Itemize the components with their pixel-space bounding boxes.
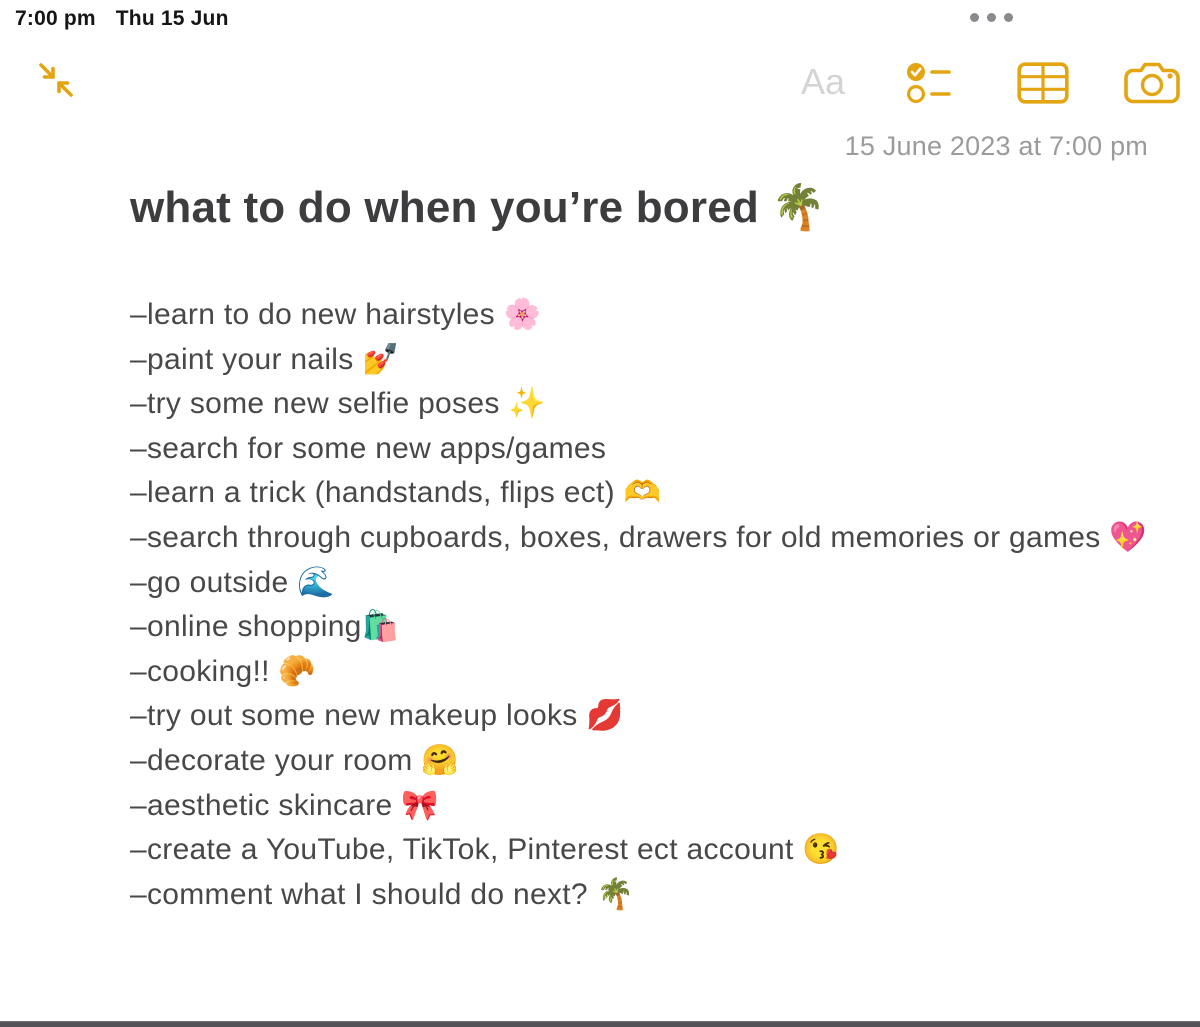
kiss-mark-emoji: 💋 — [586, 699, 624, 733]
note-line[interactable] — [130, 338, 1180, 383]
note-line[interactable] — [130, 516, 1180, 561]
line-text: –search through cupboards, boxes, drawers for old memories or games — [130, 520, 1110, 554]
line-text: –go outside — [130, 565, 298, 599]
window-controls-dots[interactable] — [970, 13, 1013, 22]
line-text: –aesthetic skincare — [130, 788, 402, 822]
note-line[interactable] — [130, 784, 1180, 829]
note-line[interactable] — [130, 293, 1180, 338]
table-icon — [1017, 62, 1069, 104]
palm-tree-emoji: 🌴 — [596, 877, 635, 911]
note-line[interactable] — [130, 427, 1180, 472]
status-time: 7:00 pm — [15, 7, 96, 30]
line-text: –comment what I should do next? — [130, 877, 597, 911]
line-text: –online shopping — [130, 610, 362, 644]
note-line[interactable] — [130, 561, 1180, 606]
dot-icon — [1004, 13, 1013, 22]
note-line[interactable] — [130, 873, 1180, 918]
note-line[interactable] — [130, 605, 1180, 650]
line-text: –cooking!! — [130, 654, 279, 688]
note-body[interactable] — [130, 293, 1180, 917]
note-line[interactable] — [130, 382, 1180, 427]
nail-polish-emoji: 💅 — [362, 342, 400, 376]
water-wave-emoji: 🌊 — [297, 565, 335, 599]
line-text: –paint your nails — [130, 342, 363, 376]
note-line[interactable] — [130, 739, 1180, 784]
line-text: –create a YouTube, TikTok, Pinterest ect account — [130, 833, 803, 867]
note-title-text: what to do when you’re bored — [130, 183, 772, 232]
note-title[interactable] — [130, 180, 826, 236]
line-text: –learn a trick (handstands, flips ect) — [130, 476, 624, 510]
camera-icon — [1124, 60, 1180, 104]
line-text: –decorate your room — [130, 743, 422, 777]
status-date: Thu 15 Jun — [115, 7, 229, 30]
note-line[interactable] — [130, 828, 1180, 873]
cherry-blossom-emoji: 🌸 — [503, 298, 542, 331]
line-text: –try out some new makeup looks — [130, 699, 587, 733]
note-timestamp: 15 June 2023 at 7:00 pm — [844, 131, 1148, 161]
hugging-face-emoji: 🤗 — [421, 743, 459, 777]
palm-tree-emoji: 🌴 — [771, 183, 827, 232]
note-line[interactable] — [130, 694, 1180, 739]
ribbon-emoji: 🎀 — [401, 788, 439, 822]
checklist-button[interactable] — [905, 60, 961, 106]
shopping-bags-emoji: 🛍️ — [361, 610, 400, 644]
screen-bottom-edge — [0, 1021, 1200, 1027]
note-line[interactable] — [130, 471, 1180, 516]
sparkling-heart-emoji: 💖 — [1109, 520, 1147, 554]
collapse-arrows-icon — [33, 58, 79, 104]
collapse-button[interactable] — [33, 58, 79, 104]
text-format-button[interactable]: Aa — [801, 61, 846, 102]
heart-hands-emoji: 🫶 — [623, 476, 662, 510]
camera-button[interactable] — [1124, 60, 1180, 104]
note-line[interactable] — [130, 650, 1180, 695]
checklist-icon — [905, 60, 961, 106]
status-bar — [15, 7, 229, 31]
dot-icon — [970, 13, 979, 22]
face-blowing-kiss-emoji: 😘 — [802, 833, 840, 867]
sparkles-emoji: ✨ — [508, 387, 546, 421]
line-text: –search for some new apps/games — [130, 431, 607, 465]
dot-icon — [987, 13, 996, 22]
line-text: –learn to do new hairstyles — [130, 298, 504, 331]
line-text: –try some new selfie poses — [130, 387, 509, 421]
croissant-emoji: 🥐 — [278, 654, 317, 688]
insert-table-button[interactable] — [1017, 62, 1069, 104]
